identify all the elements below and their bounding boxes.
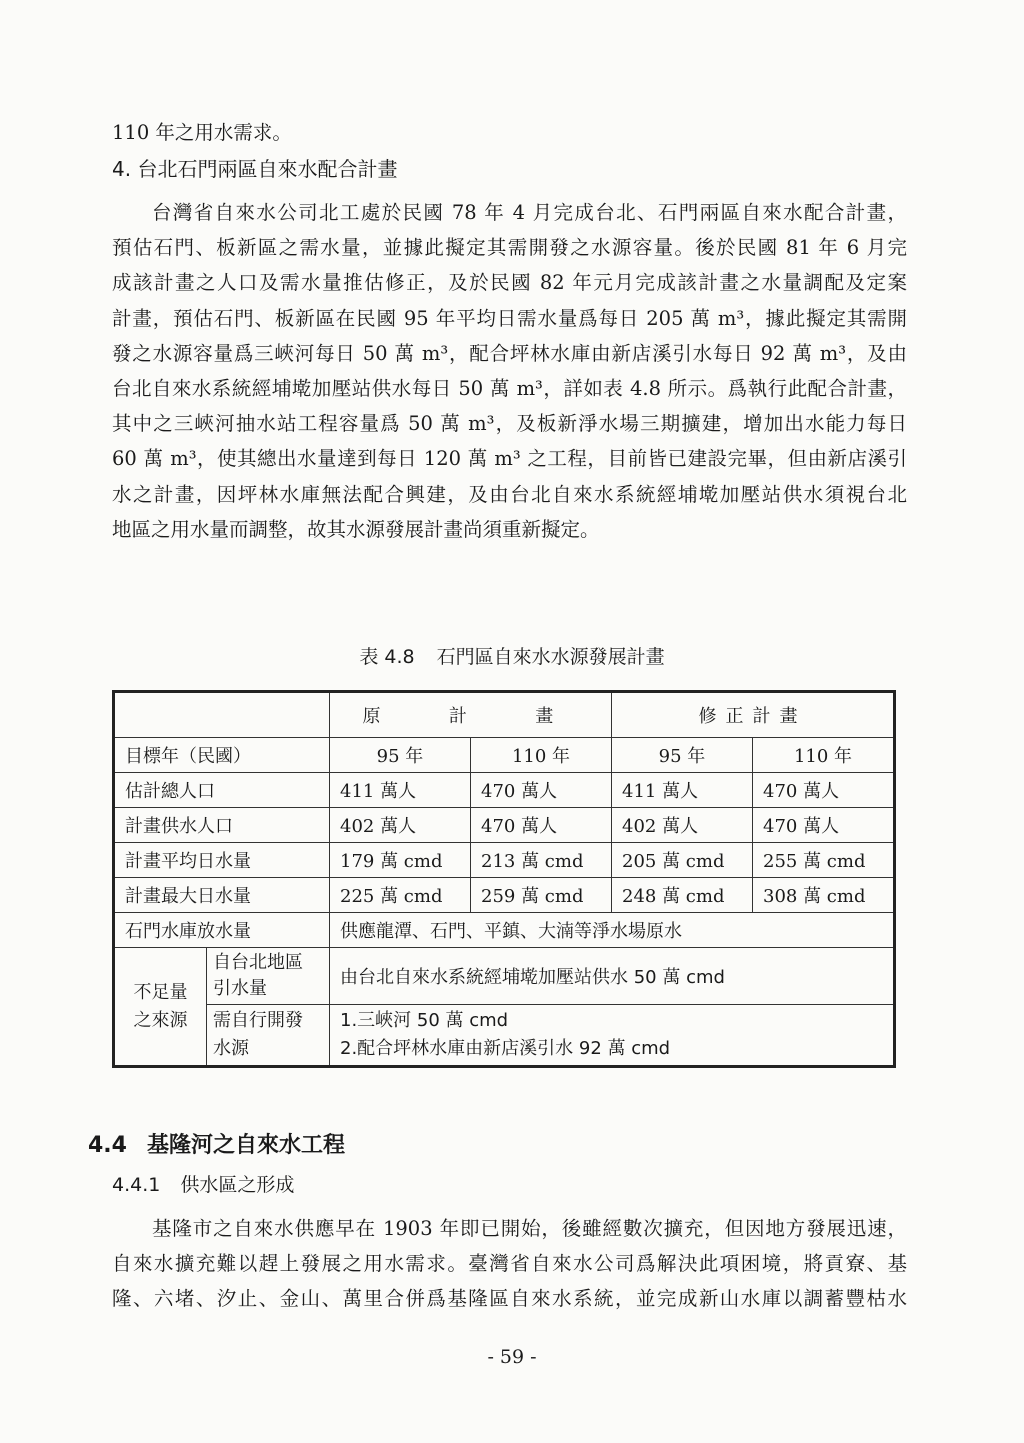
table-cell: 470 萬人 [753, 773, 895, 808]
taipei-supply-label-line: 自台北地區 [213, 952, 303, 973]
table-cell: 470 萬人 [753, 808, 895, 843]
intro-tail [112, 115, 907, 150]
shortage-label-line: 之來源 [133, 1009, 188, 1031]
table-row [114, 843, 895, 878]
self-develop-item: 1.三峽河 50 萬 cmd [340, 1010, 509, 1031]
row-label: 計畫平均日水量 [114, 843, 330, 878]
section-4-4-number: 4.4 [88, 1133, 127, 1158]
body-line: 預估石門、板新區之需水量，並據此擬定其需開發之水源容量。後於民國 81 年 6 月完 [112, 236, 907, 260]
original-plan-header: 原 計 畫 [330, 692, 612, 738]
body-line: 自來水擴充難以趕上發展之用水需求。臺灣省自來水公司爲解決此項困境，將貢寮、基 [112, 1252, 907, 1276]
body-line: 60 萬 m³，使其總出水量達到每日 120 萬 m³ 之工程，目前皆已建設完畢，但由新店溪引 [112, 447, 907, 471]
table-row [114, 948, 895, 1005]
table-cell: 225 萬 cmd [330, 878, 471, 913]
self-develop-label-line: 需自行開發 [213, 1010, 303, 1031]
section-4-4-1-title: 供水區之形成 [180, 1174, 295, 1196]
table-row [114, 808, 895, 843]
year-label: 目標年（民國） [114, 738, 330, 773]
year-cell: 95 年 [612, 738, 753, 773]
table-number: 表 4.8 [359, 646, 415, 668]
body-line: 成該計畫之人口及需水量推估修正，及於民國 82 年元月完成該計畫之水量調配及定案 [112, 271, 907, 295]
section-4-4-1-body [112, 1211, 907, 1317]
body-line: 台北自來水系統經埔墘加壓站供水每日 50 萬 m³，詳如表 4.8 所示。爲執行此配合計畫， [112, 377, 907, 401]
self-develop-item: 2.配合坪林水庫由新店溪引水 92 萬 cmd [340, 1038, 671, 1059]
table-title: 石門區自來水水源發展計畫 [436, 646, 665, 668]
corner-cell [114, 692, 330, 738]
table-row [114, 773, 895, 808]
section-4-4-1-number: 4.4.1 [112, 1174, 161, 1196]
intro-tail-line: 110 年之用水需求。 [112, 121, 292, 144]
self-develop-label [207, 1005, 330, 1067]
table-row [114, 1005, 895, 1067]
row-label: 石門水庫放水量 [114, 913, 330, 948]
table-cell: 411 萬人 [612, 773, 753, 808]
body-line: 隆、六堵、汐止、金山、萬里合併爲基隆區自來水系統，並完成新山水庫以調蓄豐枯水 [112, 1287, 907, 1311]
table-cell: 205 萬 cmd [612, 843, 753, 878]
taipei-supply-value: 由台北自來水系統經埔墘加壓站供水 50 萬 cmd [330, 948, 895, 1005]
body-line: 計畫，預估石門、板新區在民國 95 年平均日需水量爲每日 205 萬 m³，據此擬定其需開 [112, 306, 907, 330]
year-cell: 110 年 [753, 738, 895, 773]
section-4-4-1-heading [112, 1170, 294, 1197]
table-cell: 179 萬 cmd [330, 843, 471, 878]
table-caption [0, 642, 1024, 669]
row-label: 估計總人口 [114, 773, 330, 808]
self-develop-value [330, 1005, 895, 1067]
table-cell: 308 萬 cmd [753, 878, 895, 913]
table-cell: 470 萬人 [471, 808, 612, 843]
self-develop-label-line: 水源 [213, 1038, 249, 1059]
taipei-supply-label-line: 引水量 [213, 978, 267, 999]
table-cell: 213 萬 cmd [471, 843, 612, 878]
body-line: 發之水源容量爲三峽河每日 50 萬 m³，配合坪林水庫由新店溪引水每日 92 萬 m³，及由 [112, 341, 907, 365]
section-4-4-heading [88, 1128, 345, 1159]
table-row [114, 913, 895, 948]
body-line: 基隆市之自來水供應早在 1903 年即已開始，後雖經數次擴充，但因地方發展迅速， [152, 1217, 907, 1240]
page-number: - 59 - [487, 1346, 537, 1368]
shortage-label [114, 948, 207, 1067]
section-4-body [112, 195, 907, 547]
year-cell: 110 年 [471, 738, 612, 773]
body-line: 地區之用水量而調整，故其水源發展計畫尚須重新擬定。 [112, 517, 600, 541]
row-label: 計畫最大日水量 [114, 878, 330, 913]
water-plan-table [112, 690, 896, 1068]
table-cell: 470 萬人 [471, 773, 612, 808]
shortage-label-line: 不足量 [133, 981, 188, 1003]
table-cell: 402 萬人 [330, 808, 471, 843]
section-4-4-title: 基隆河之自來水工程 [146, 1133, 345, 1158]
year-cell: 95 年 [330, 738, 471, 773]
reservoir-value: 供應龍潭、石門、平鎮、大湳等淨水場原水 [330, 913, 895, 948]
body-line: 台灣省自來水公司北工處於民國 78 年 4 月完成台北、石門兩區自來水配合計畫， [152, 201, 907, 224]
table-cell: 402 萬人 [612, 808, 753, 843]
table-cell: 411 萬人 [330, 773, 471, 808]
taipei-supply-label [207, 948, 330, 1005]
body-line: 水之計畫，因坪林水庫無法配合興建，及由台北自來水系統經埔墘加壓站供水須視台北 [112, 482, 907, 506]
row-label: 計畫供水人口 [114, 808, 330, 843]
revised-plan-header: 修正計畫 [612, 692, 895, 738]
table-cell: 255 萬 cmd [753, 843, 895, 878]
table-cell: 259 萬 cmd [471, 878, 612, 913]
table-row [114, 878, 895, 913]
table-group-header-row [114, 692, 895, 738]
body-line: 其中之三峽河抽水站工程容量爲 50 萬 m³，及板新淨水場三期擴建，增加出水能力每日 [112, 412, 907, 436]
table-cell: 248 萬 cmd [612, 878, 753, 913]
table-row [114, 738, 895, 773]
section-4-title: 4. 台北石門兩區自來水配合計畫 [112, 157, 398, 181]
